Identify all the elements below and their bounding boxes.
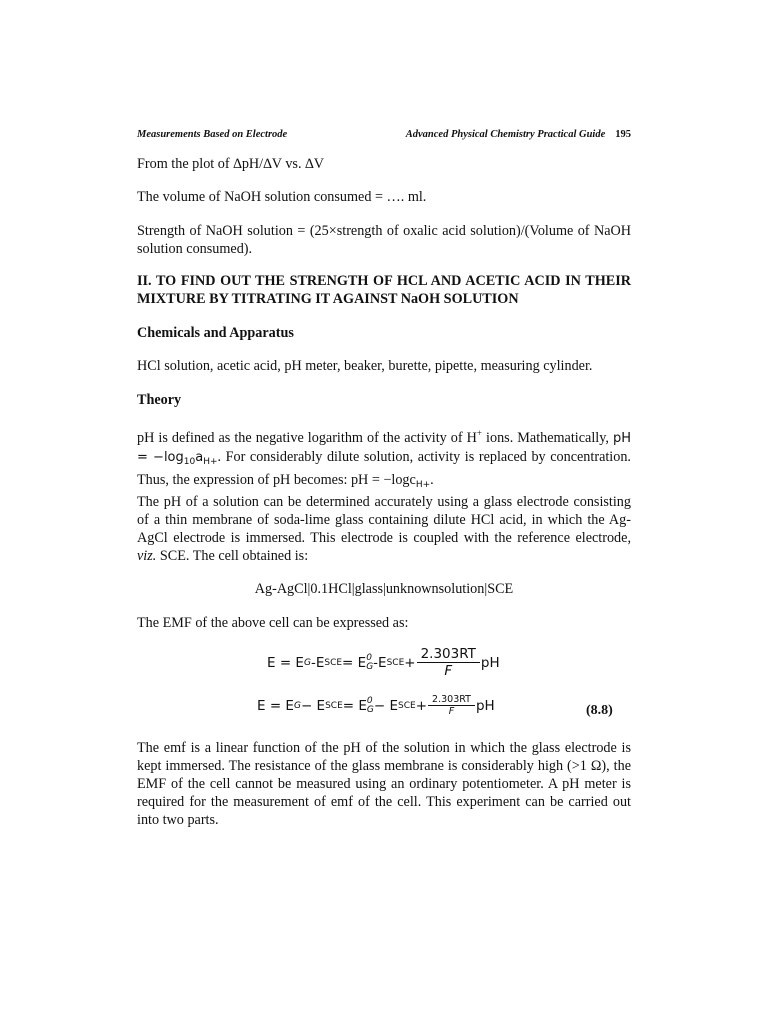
volume-text: The volume of NaOH solution consumed = …. ml. <box>137 189 427 205</box>
equation-1: E = E G -E SCE = E 0 G -E SCE + $\frac{2.303RT}{F}$ pH <box>267 646 500 679</box>
emf-text: The EMF of the above cell can be expressed as: <box>137 615 409 631</box>
conclusion-text: The emf is a linear function of the pH of the solution in which the glass electrode is kept immersed. The resistance of the glass membrane is considerably high (>1 Ω), the EMF of the cell cannot be measured using an ordinary potentiometer. A pH meter is required for the measurement of emf of the cell. This experiment can be carried out into two parts. <box>137 740 631 828</box>
cell-notation: Ag-AgCl|0.1HCl|glass|unknownsolution|SCE <box>254 581 514 597</box>
plot-text: From the plot of ∆pH/∆V vs. ∆V <box>137 156 324 172</box>
strength-text: Strength of NaOH solution = (25×strength of oxalic acid solution)/(Volume of NaOH solution consumed). <box>137 223 631 257</box>
chemicals-heading: Chemicals and Apparatus <box>137 325 294 341</box>
equation-number: (8.8) <box>586 703 613 718</box>
theory-text: pH is defined as the negative logarithm of the activity of H+ ions. Mathematically, pH = $-\log_{10}a_{H+}$. For considerably dilute solution, activity is replaced by concentration. Thus, the expression of pH becomes: pH = −logc$_{H+}$. <box>137 428 632 490</box>
running-header <box>137 129 631 140</box>
page-number: 195 <box>615 129 631 140</box>
fraction: $\frac{2.303RT}{F}$ <box>419 646 478 679</box>
glass-electrode-text: The pH of a solution can be determined accurately using a glass electrode consisting of a thin membrane of soda-lime glass containing dilute HCl acid, in which the Ag-AgCl electrode is immersed. This electrode is coupled with the reference electrode, viz. SCE. The cell obtained is: <box>137 494 631 564</box>
equation-2: E = E G − E SCE = E 0 G − E SCE + $\frac{2.303RT}{F}$ pH <box>257 694 495 717</box>
section-heading: II. TO FIND OUT THE STRENGTH OF HCL AND ACETIC ACID IN THEIR MIXTURE BY TITRATING IT AGAINST NaOH SOLUTION <box>137 273 631 307</box>
fraction: $\frac{2.303RT}{F}$ <box>430 694 473 717</box>
header-book-title: Advanced Physical Chemistry Practical Guide <box>405 129 606 140</box>
theory-heading: Theory <box>137 392 182 408</box>
header-chapter: Measurements Based on Electrode <box>137 129 288 140</box>
chemicals-text: HCl solution, acetic acid, pH meter, beaker, burette, pipette, measuring cylinder. <box>137 358 593 374</box>
